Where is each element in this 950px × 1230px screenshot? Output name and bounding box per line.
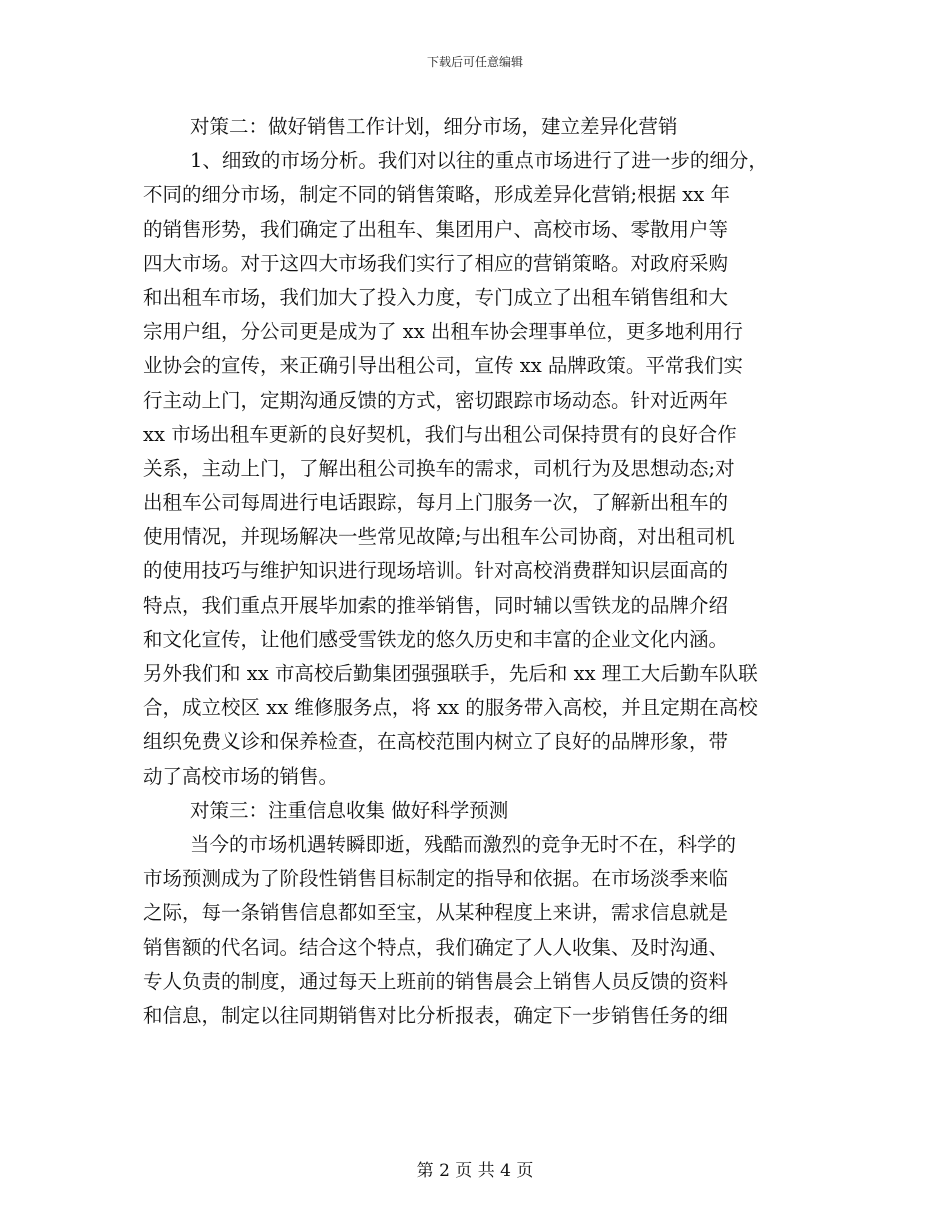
paragraph-line: 当今的市场机遇转瞬即逝，残酷而激烈的竞争无时不在，科学的 (190, 832, 737, 856)
paragraph-line: 宗用户组，分公司更是成为了 xx 出租车协会理事单位，更多地利用行 (143, 320, 743, 344)
paragraph-line: 组织免费义诊和保养检查，在高校范围内树立了良好的品牌形象，带 (143, 730, 729, 754)
paragraph-line: 四大市场。对于这四大市场我们实行了相应的营销策略。对政府采购 (143, 251, 729, 275)
paragraph-line: 市场预测成为了阶段性销售目标制定的指导和依据。在市场淡季来临 (143, 867, 729, 891)
section-heading: 对策三：注重信息收集 做好科学预测 (190, 798, 509, 822)
paragraph-line: 业协会的宣传，来正确引导出租公司，宣传 xx 品牌政策。平常我们实 (143, 354, 743, 378)
paragraph-line: 出租车公司每周进行电话跟踪，每月上门服务一次，了解新出租车的 (143, 491, 729, 515)
paragraph-line: 的使用技巧与维护知识进行现场培训。针对高校消费群知识层面高的 (143, 559, 729, 583)
paragraph-line: 特点，我们重点开展毕加索的推举销售，同时辅以雪铁龙的品牌介绍 (143, 593, 729, 617)
paragraph-line: 专人负责的制度，通过每天上班前的销售晨会上销售人员反馈的资料 (143, 969, 729, 993)
page-header: 下载后可任意编辑 (426, 55, 523, 69)
paragraph-line: 另外我们和 xx 市高校后勤集团强强联手，先后和 xx 理工大后勤车队联 (143, 662, 758, 685)
section-heading: 对策二：做好销售工作计划，细分市场，建立差异化营销 (190, 115, 678, 138)
paragraph-line: 行主动上门，定期沟通反馈的方式，密切跟踪市场动态。针对近两年 (143, 388, 729, 412)
paragraph-line: xx 市场出租车更新的良好契机，我们与出租公司保持贯有的良好合作 (143, 422, 737, 446)
paragraph-line: 和信息，制定以往同期销售对比分析报表，确定下一步销售任务的细 (143, 1003, 729, 1027)
paragraph-line: 使用情况，并现场解决一些常见故障;与出租车公司协商，对出租司机 (143, 525, 735, 549)
paragraph-line: 之际，每一条销售信息都如至宝，从某种程度上来讲，需求信息就是 (143, 901, 729, 925)
page-footer: 第 2 页 共 4 页 (416, 1161, 534, 1181)
paragraph-line: 销售额的代名词。结合这个特点，我们确定了人人收集、及时沟通、 (143, 935, 729, 959)
paragraph-line: 合，成立校区 xx 维修服务点，将 xx 的服务带入高校，并且定期在高校 (143, 696, 758, 720)
paragraph-line: 1、细致的市场分析。我们对以往的重点市场进行了进一步的细分， (190, 149, 768, 173)
paragraph-line: 不同的细分市场，制定不同的销售策略，形成差异化营销;根据 xx 年 (143, 183, 730, 207)
paragraph-line: 动了高校市场的销售。 (143, 764, 339, 788)
document-body (143, 110, 843, 1033)
paragraph-line: 关系，主动上门，了解出租公司换车的需求，司机行为及思想动态;对 (143, 456, 735, 480)
paragraph-line: 和出租车市场，我们加大了投入力度，专门成立了出租车销售组和大 (143, 285, 729, 309)
paragraph-line: 的销售形势，我们确定了出租车、集团用户、高校市场、零散用户等 (143, 217, 729, 241)
paragraph-line: 和文化宣传，让他们感受雪铁龙的悠久历史和丰富的企业文化内涵。 (143, 627, 729, 651)
